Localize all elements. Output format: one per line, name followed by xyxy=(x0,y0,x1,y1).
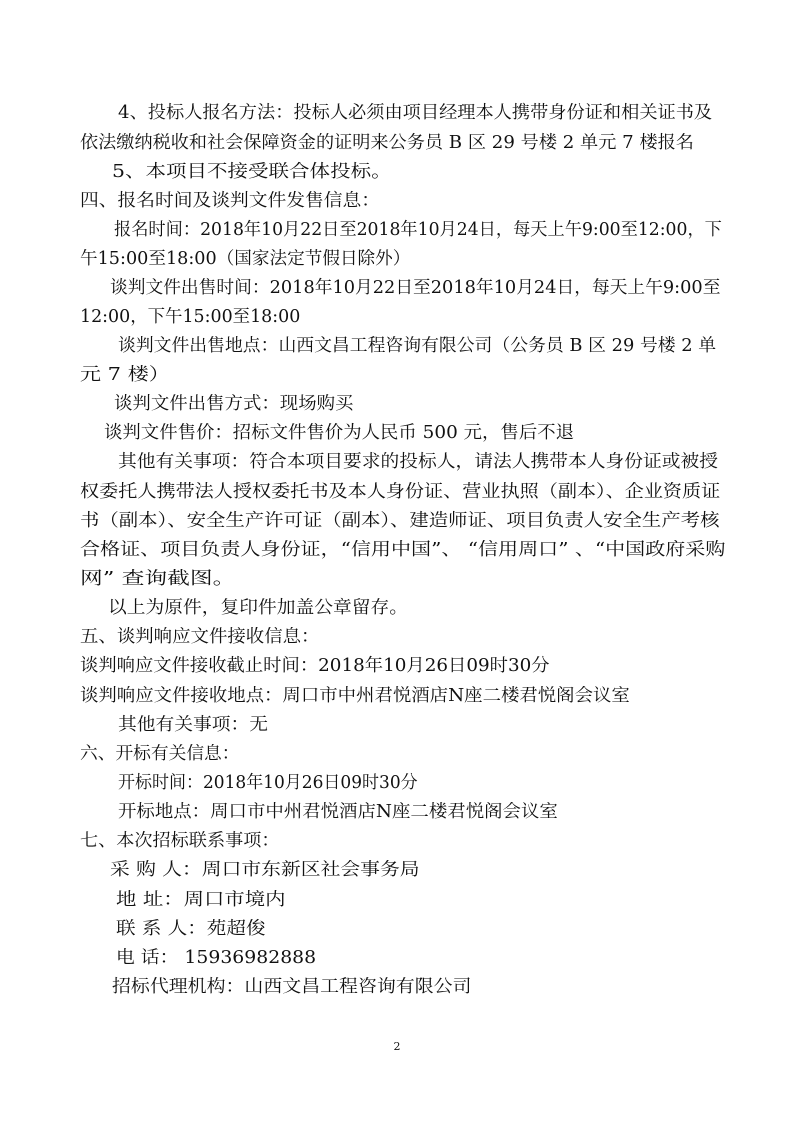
text-line: 谈判文件出售时间：2018年10月22日至2018年10月24日，每天上午9:00至 xyxy=(110,278,721,298)
section-heading-4: 四、报名时间及谈判文件发售信息： xyxy=(80,191,380,211)
text-line: 谈判响应文件接收截止时间：2018年10月26日09时30分 xyxy=(80,656,550,676)
text-line: 合格证、项目负责人身份证，“信用中国”、 “信用周口” 、“中国政府采购 xyxy=(80,540,726,560)
text-line: 午15:00至18:00（国家法定节假日除外） xyxy=(80,249,411,269)
text-line: 书（副本）、安全生产许可证（副本）、建造师证、项目负责人安全生产考核 xyxy=(80,511,720,531)
text-line: 元 7 楼） xyxy=(80,365,170,385)
text-line: 报名时间：2018年10月22日至2018年10月24日，每天上午9:00至12:00，下 xyxy=(114,220,722,240)
section-heading-6: 六、开标有关信息： xyxy=(80,744,240,764)
text-line: 其他有关事项：符合本项目要求的投标人，请法人携带本人身份证或被授 xyxy=(118,452,718,472)
text-line: 谈判响应文件接收地点：周口市中州君悦酒店N座二楼君悦阁会议室 xyxy=(80,686,630,706)
text-line: 以上为原件，复印件加盖公章留存。 xyxy=(108,598,408,618)
text-line: 开标时间：2018年10月26日09时30分 xyxy=(118,773,418,793)
text-line: 依法缴纳税收和社会保障资金的证明来公务员 B 区 29 号楼 2 单元 7 楼报名 xyxy=(80,133,694,153)
contact-agency: 招标代理机构：山西文昌工程咨询有限公司 xyxy=(112,977,472,997)
text-line: 12:00，下午15:00至18:00 xyxy=(80,307,301,327)
text-line: 谈判文件出售方式：现场购买 xyxy=(114,394,354,414)
text-line: 5、本项目不接受联合体投标。 xyxy=(112,162,392,182)
contact-phone: 电 话： 15936982888 xyxy=(116,948,317,968)
text-line: 权委托人携带法人授权委托书及本人身份证、营业执照（副本）、企业资质证 xyxy=(80,482,721,502)
section-heading-7: 七、本次招标联系事项： xyxy=(80,831,280,851)
text-line: 其他有关事项：无 xyxy=(118,715,268,735)
text-line: 开标地点：周口市中州君悦酒店N座二楼君悦阁会议室 xyxy=(118,802,558,822)
contact-address: 地 址：周口市境内 xyxy=(116,890,286,910)
contact-purchaser: 采 购 人：周口市东新区社会事务局 xyxy=(110,860,420,880)
page-number: 2 xyxy=(393,1040,401,1053)
text-line: 4、投标人报名方法：投标人必须由项目经理本人携带身份证和相关证书及 xyxy=(118,103,713,123)
text-line: 谈判文件售价：招标文件售价为人民币 500 元，售后不退 xyxy=(104,423,575,443)
contact-person: 联 系 人：苑超俊 xyxy=(116,919,266,939)
text-line: 谈判文件出售地点：山西文昌工程咨询有限公司（公务员 B 区 29 号楼 2 单 xyxy=(118,336,717,356)
section-heading-5: 五、谈判响应文件接收信息： xyxy=(80,627,320,647)
text-line: 网” 查询截图。 xyxy=(80,569,236,589)
